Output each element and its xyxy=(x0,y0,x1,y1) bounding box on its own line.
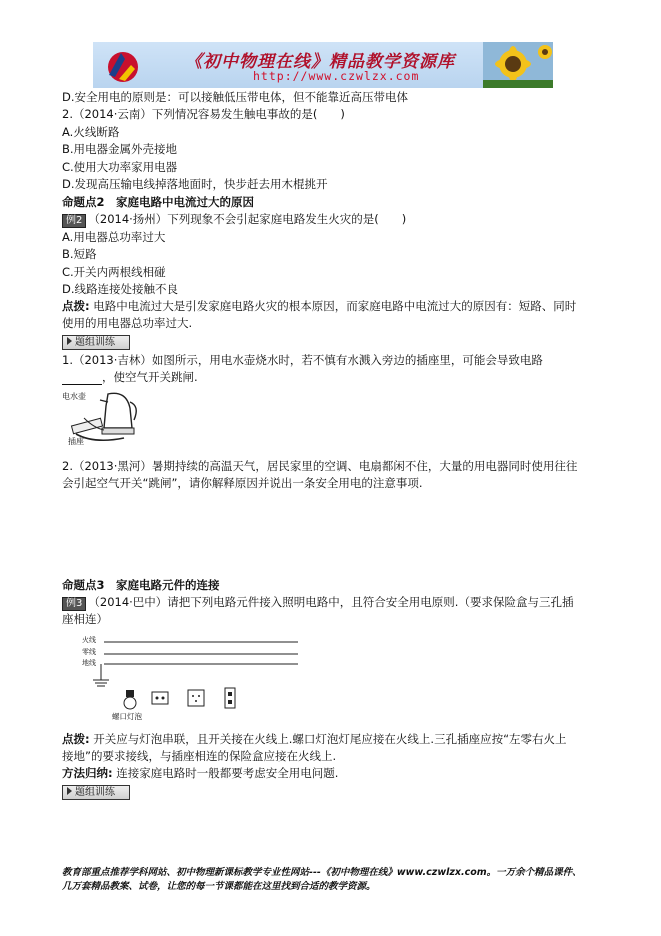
banner-title: 《初中物理在线》精品教学资源库 xyxy=(185,52,455,72)
question-1: 1.（2013·吉林）如图所示，用电水壶烧水时，若不慎有水溅入旁边的插座里，可能会导致电路 xyxy=(62,353,543,367)
figure-label-kettle: 电水壶 xyxy=(62,392,86,401)
method-label: 方法归纳: xyxy=(62,766,113,780)
question-2: 2.（2014·云南）下列情况容易发生触电事故的是( ) xyxy=(62,107,345,121)
option-c: C.开关内两根线相碰 xyxy=(62,265,166,279)
section-heading: 命题点2 家庭电路中电流过大的原因 xyxy=(62,195,254,209)
site-logo xyxy=(101,45,141,85)
figure-label-socket: 插座 xyxy=(68,437,84,446)
question-1-continuation: ，使空气开关跳闸. xyxy=(62,369,198,385)
example-tag: 例2 xyxy=(62,214,86,228)
option-b: B.用电器金属外壳接地 xyxy=(62,142,178,156)
answer-blank[interactable] xyxy=(62,373,102,385)
tip-label: 点拨: xyxy=(62,732,90,746)
switch-icon xyxy=(152,692,168,704)
footer-line: 教育部重点推荐学科网站、初中物理新课标教学专业性网站---《初中物理在线》www.czwlzx.com。一万余个精品课件、 xyxy=(62,867,582,878)
option-a: A.用电器总功率过大 xyxy=(62,230,166,244)
tip-paragraph: 点拨: 开关应与灯泡串联，且开关接在火线上.螺口灯泡灯尾应接在火线上.三孔插座应按“左零右火上 xyxy=(62,732,567,746)
exercise-group-header: 题组训练 xyxy=(62,335,130,350)
socket-icon xyxy=(188,690,204,706)
live-wire-label: 火线 xyxy=(82,636,96,644)
text-line: D.安全用电的原则是：可以接触低压带电体，但不能靠近高压带电体 xyxy=(62,90,409,104)
example-3 xyxy=(62,594,573,611)
footer-line: 几万套精品教案、试卷，让您的每一节课都能在这里找到合适的教学资源。 xyxy=(62,881,376,892)
example-text: （2014·巴中）请把下列电路元件接入照明电路中，且符合安全用电原则.（要求保险盒与三孔插 xyxy=(88,595,574,609)
example-tag: 例3 xyxy=(62,597,86,611)
option-d: D.线路连接处接触不良 xyxy=(62,282,179,296)
option-d: D.发现高压输电线掉落地面时，快步赶去用木棍挑开 xyxy=(62,177,328,191)
example-2 xyxy=(62,211,406,228)
section-heading: 命题点3 家庭电路元件的连接 xyxy=(62,578,220,592)
option-c: C.使用大功率家用电器 xyxy=(62,160,178,174)
ground-wire-label: 地线 xyxy=(82,659,96,667)
question-2: 2.（2013·黑河）暑期持续的高温天气，居民家里的空调、电扇都闲不住，大量的用电器同时使用往往 xyxy=(62,459,578,473)
option-b: B.短路 xyxy=(62,247,97,261)
banner-url[interactable]: http://www.czwlzx.com xyxy=(253,69,420,83)
tip-label: 点拨: xyxy=(62,299,90,313)
example-text: （2014·扬州）下列现象不会引起家庭电路发生火灾的是( ) xyxy=(88,212,407,226)
method-paragraph: 方法归纳: 连接家庭电路时一般都要考虑安全用电问题. xyxy=(62,766,339,780)
option-a: A.火线断路 xyxy=(62,125,120,139)
bulb-label: 螺口灯泡 xyxy=(112,712,142,721)
bulb-icon xyxy=(124,690,136,709)
sunflower-image xyxy=(483,42,553,88)
exercise-group-header: 题组训练 xyxy=(62,785,130,800)
example-3-continuation: 座相连） xyxy=(62,612,108,626)
tip-paragraph: 点拨: 电路中电流过大是引发家庭电路火灾的根本原因，而家庭电路中电流过大的原因有：短路、同时 xyxy=(62,299,577,313)
tip-continuation: 接地”的要求接线，与插座相连的保险盒应接在火线上. xyxy=(62,749,337,763)
page-footer xyxy=(62,866,582,894)
tip-continuation: 使用的用电器总功率过大. xyxy=(62,316,193,330)
neutral-wire-label: 零线 xyxy=(82,648,96,656)
fuse-box-icon xyxy=(225,688,235,708)
site-banner xyxy=(93,42,553,88)
wiring-diagram xyxy=(80,632,300,724)
question-2-continuation: 会引起空气开关“跳闸”，请你解释原因并说出一条安全用电的注意事项. xyxy=(62,476,423,490)
